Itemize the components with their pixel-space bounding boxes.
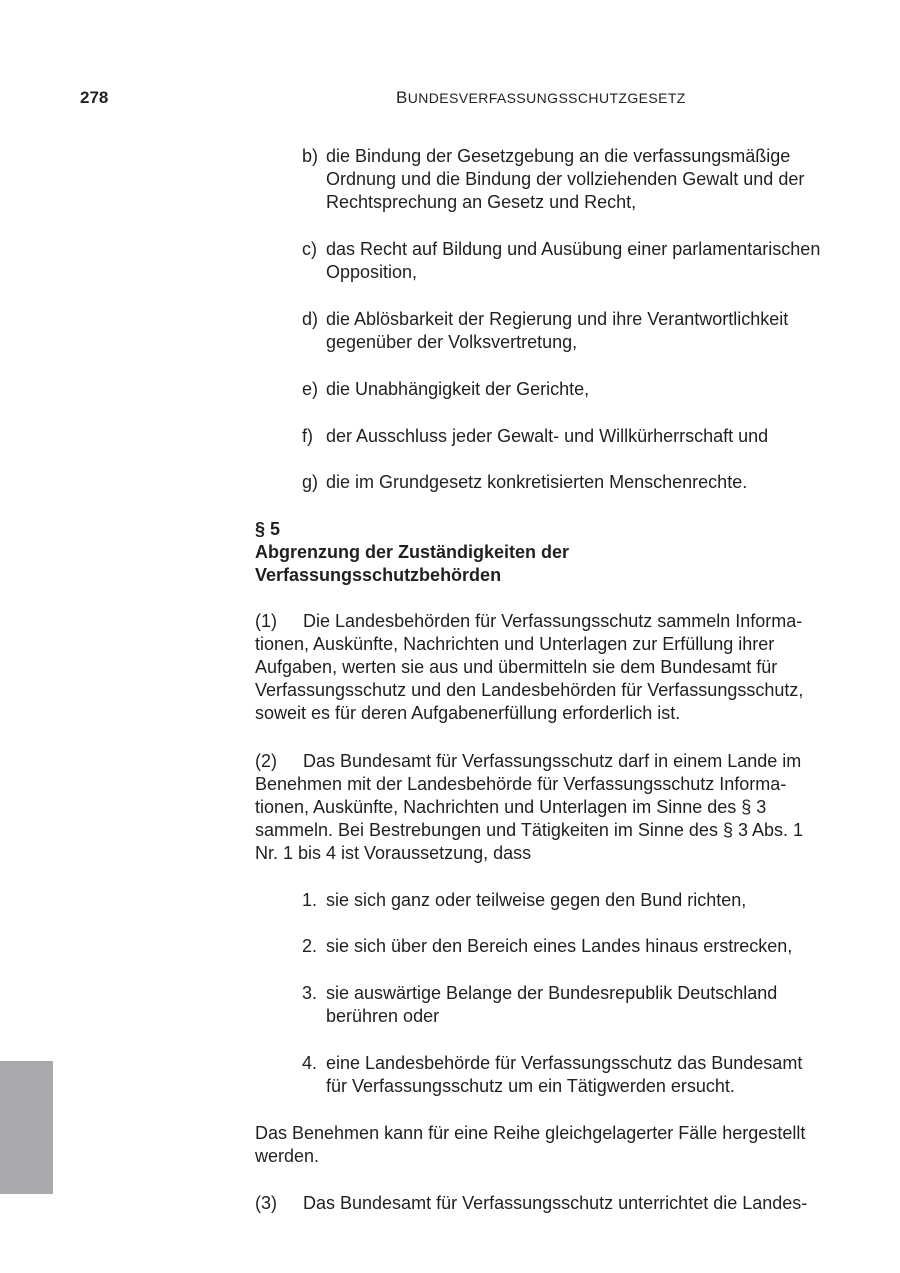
numbered-list [302, 889, 822, 1099]
list-marker: g) [302, 472, 319, 492]
running-head-rest: UNDESVERFASSUNGSSCHUTZGESETZ [407, 90, 686, 106]
list-marker: 3. [302, 983, 318, 1003]
list-item [302, 1052, 822, 1098]
paragraph-number: (1) [255, 611, 277, 631]
closing-paragraph: Das Benehmen kann für eine Reihe gleichgelagerter Fälle hergestellt werden. [255, 1123, 806, 1166]
list-item-text: der Ausschluss jeder Gewalt- und Willkürherrschaft und [326, 426, 769, 446]
list-marker: 2. [302, 936, 318, 956]
chapter-thumb-tab [0, 1061, 53, 1194]
sub-item-list [302, 145, 822, 495]
list-item [302, 378, 822, 401]
section-heading [255, 518, 569, 587]
list-marker: d) [302, 309, 319, 329]
paragraph-text: Das Bundesamt für Verfassungsschutz unterrichtet die Landes- [303, 1193, 808, 1213]
list-marker: 4. [302, 1053, 318, 1073]
list-item-text: eine Landesbehörde für Verfassungsschutz das Bundesamt für Verfassungsschutz um ein Tätigwerden ersucht. [326, 1053, 803, 1096]
list-marker: 1. [302, 890, 318, 910]
section-title-line-2: Verfassungsschutzbehörden [255, 565, 502, 585]
paragraph-text: Das Bundesamt für Verfassungsschutz darf in einem Lande im Benehmen mit der Landesbehörde für Verfassungsschutz Informationen, Auskünfte, Nachrichten und Unterlagen im Sinne des § 3 sammeln. Bei Bestrebungen und Tätigkeiten im Sinne des § 3 Abs. 1 Nr. 1 bis 4 ist Voraussetzung, dass [255, 751, 803, 863]
list-item-text: sie sich über den Bereich eines Landes hinaus erstrecken, [326, 936, 793, 956]
list-item [302, 935, 822, 958]
list-item [302, 425, 822, 448]
list-item [302, 145, 822, 214]
list-item-text: die Unabhängigkeit der Gerichte, [326, 379, 590, 399]
list-item-text: die im Grundgesetz konkretisierten Menschenrechte. [326, 472, 748, 492]
section-title-line-1: Abgrenzung der Zuständigkeiten der [255, 542, 570, 562]
paragraph-2 [255, 750, 820, 865]
list-marker: c) [302, 239, 317, 259]
list-item-text: die Ablösbarkeit der Regierung und ihre Verantwortlichkeit gegenüber der Volksvertretung, [326, 309, 789, 352]
running-head-initial: B [396, 88, 408, 107]
list-item [302, 471, 822, 494]
list-item [302, 982, 822, 1028]
list-item [302, 238, 822, 284]
section-number: § 5 [255, 519, 281, 539]
page-number: 278 [80, 88, 109, 107]
paragraph-number: (3) [255, 1193, 277, 1213]
paragraph-number: (2) [255, 751, 277, 771]
paragraph-text: Die Landesbehörden für Verfassungsschutz sammeln Informationen, Auskünfte, Nachrichten und Unterlagen zur Erfüllung ihrer Aufgaben, werten sie aus und übermitteln sie dem Bundesamt für Verfassungsschutz und den Landesbehörden für Verfassungsschutz, soweit es für deren Aufgabenerfüllung erforderlich ist. [255, 611, 804, 723]
list-item-text: die Bindung der Gesetzgebung an die verfassungsmäßige Ordnung und die Bindung der vollziehenden Gewalt und der Rechtsprechung an Gesetz und Recht, [326, 146, 805, 212]
list-item-text: sie sich ganz oder teilweise gegen den Bund richten, [326, 890, 747, 910]
list-marker: b) [302, 146, 319, 166]
list-item [302, 889, 822, 912]
paragraph-1 [255, 610, 820, 725]
list-marker: f) [302, 426, 313, 446]
list-item [302, 308, 822, 354]
list-marker: e) [302, 379, 319, 399]
running-head [396, 88, 686, 108]
paragraph-3 [255, 1192, 820, 1215]
list-item-text: das Recht auf Bildung und Ausübung einer parlamentarischen Opposition, [326, 239, 821, 282]
list-item-text: sie auswärtige Belange der Bundesrepublik Deutschland berühren oder [326, 983, 778, 1026]
